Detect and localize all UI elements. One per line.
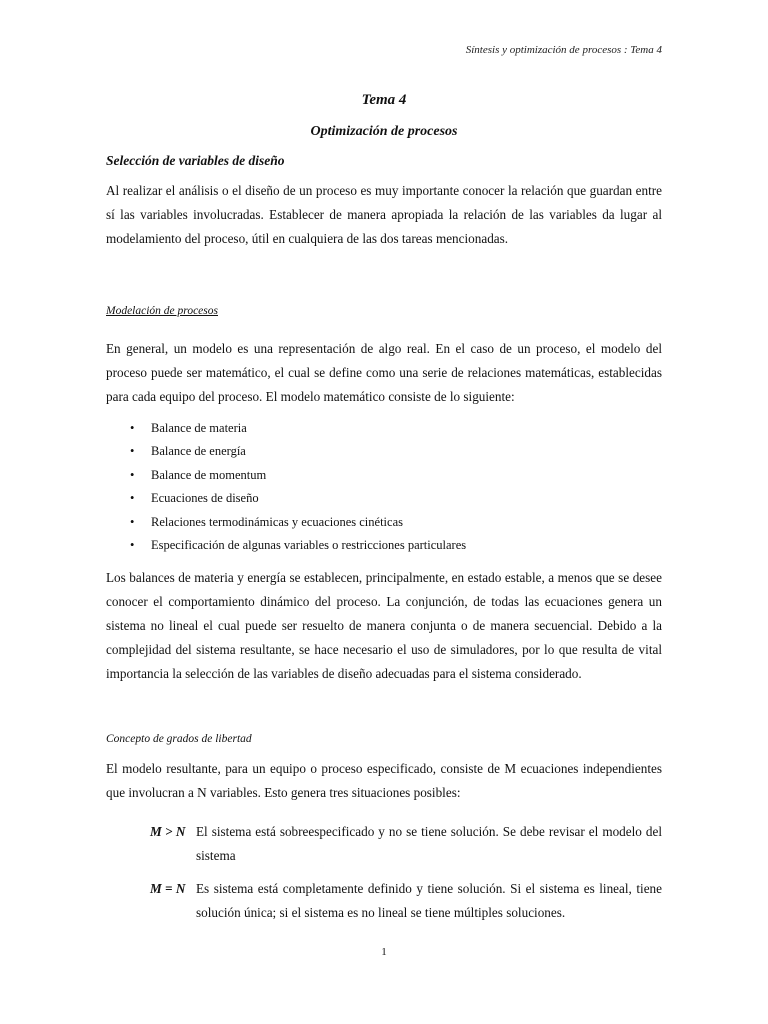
subheading-grados: Concepto de grados de libertad — [106, 733, 252, 745]
chapter-subtitle: Optimización de procesos — [310, 124, 458, 139]
bullet-icon: • — [130, 467, 135, 482]
bullet-icon: • — [130, 444, 135, 459]
list-item — [130, 417, 466, 440]
list-item — [130, 534, 466, 557]
intro-paragraph: Al realizar el análisis o el diseño de un proceso es muy importante conocer la relación que guardan entre sí las variables involucradas. Establecer de manera apropiada la relación de las variables da lugar al modelamiento del proceso, útil en cualquiera de las dos tareas mencionadas. — [106, 183, 662, 246]
bullet-icon: • — [130, 538, 135, 553]
list-item — [130, 440, 466, 463]
list-item-text: Relaciones termodinámicas y ecuaciones cinéticas — [151, 514, 403, 529]
list-item-text: Especificación de algunas variables o restricciones particulares — [151, 538, 467, 553]
condition-text: El sistema está sobreespecificado y no se tiene solución. Se debe revisar el modelo del sistema — [196, 824, 662, 863]
list-item — [130, 511, 466, 534]
bullet-icon: • — [130, 514, 135, 529]
list-item — [130, 464, 466, 487]
section-title: Selección de variables de diseño — [106, 153, 285, 168]
modelacion-paragraph: En general, un modelo es una representación de algo real. En el caso de un proceso, el modelo del proceso puede ser matemático, el cual se define como una serie de relaciones matemáticas, establecidas para cada equipo del proceso. El modelo matemático consiste de lo siguiente: — [106, 341, 662, 404]
list-item — [130, 487, 466, 510]
balances-paragraph: Los balances de materia y energía se establecen, principalmente, en estado estable, a menos que se desee conocer el comportamiento dinámico del proceso. La conjunción, de todas las ecuaciones genera un sistema no lineal el cual puede ser resuelto de manera conjunta o de manera secuencial. Debido a la complejidad del sistema resultante, se hace necesario el uso de simuladores, por lo que resulta de vital importancia la selección de las variables de diseño adecuadas para el sistema considerado. — [106, 570, 662, 681]
bullet-icon: • — [130, 491, 135, 506]
grados-paragraph: El modelo resultante, para un equipo o proceso especificado, consiste de M ecuaciones independientes que involucran a N variables. Esto genera tres situaciones posibles: — [106, 761, 662, 800]
list-item-text: Balance de materia — [151, 421, 247, 435]
condition-over-specified — [150, 820, 662, 868]
list-item-text: Ecuaciones de diseño — [151, 491, 259, 506]
page-number: 1 — [381, 946, 387, 958]
condition-label: M = N — [150, 881, 186, 896]
condition-fully-defined — [150, 877, 662, 925]
running-header: Síntesis y optimización de procesos : Tema 4 — [465, 44, 662, 56]
subheading-modelacion: Modelación de procesos — [106, 305, 218, 317]
condition-label: M > N — [150, 824, 186, 839]
bullet-icon: • — [130, 421, 135, 435]
chapter-title: Tema 4 — [361, 92, 407, 108]
list-item-text: Balance de energía — [151, 444, 246, 459]
model-items-list — [130, 417, 466, 557]
list-item-text: Balance de momentum — [151, 467, 267, 482]
condition-text: Es sistema está completamente definido y tiene solución. Si el sistema es lineal, tiene solución única; si el sistema es no lineal se tiene múltiples soluciones. — [196, 881, 662, 920]
